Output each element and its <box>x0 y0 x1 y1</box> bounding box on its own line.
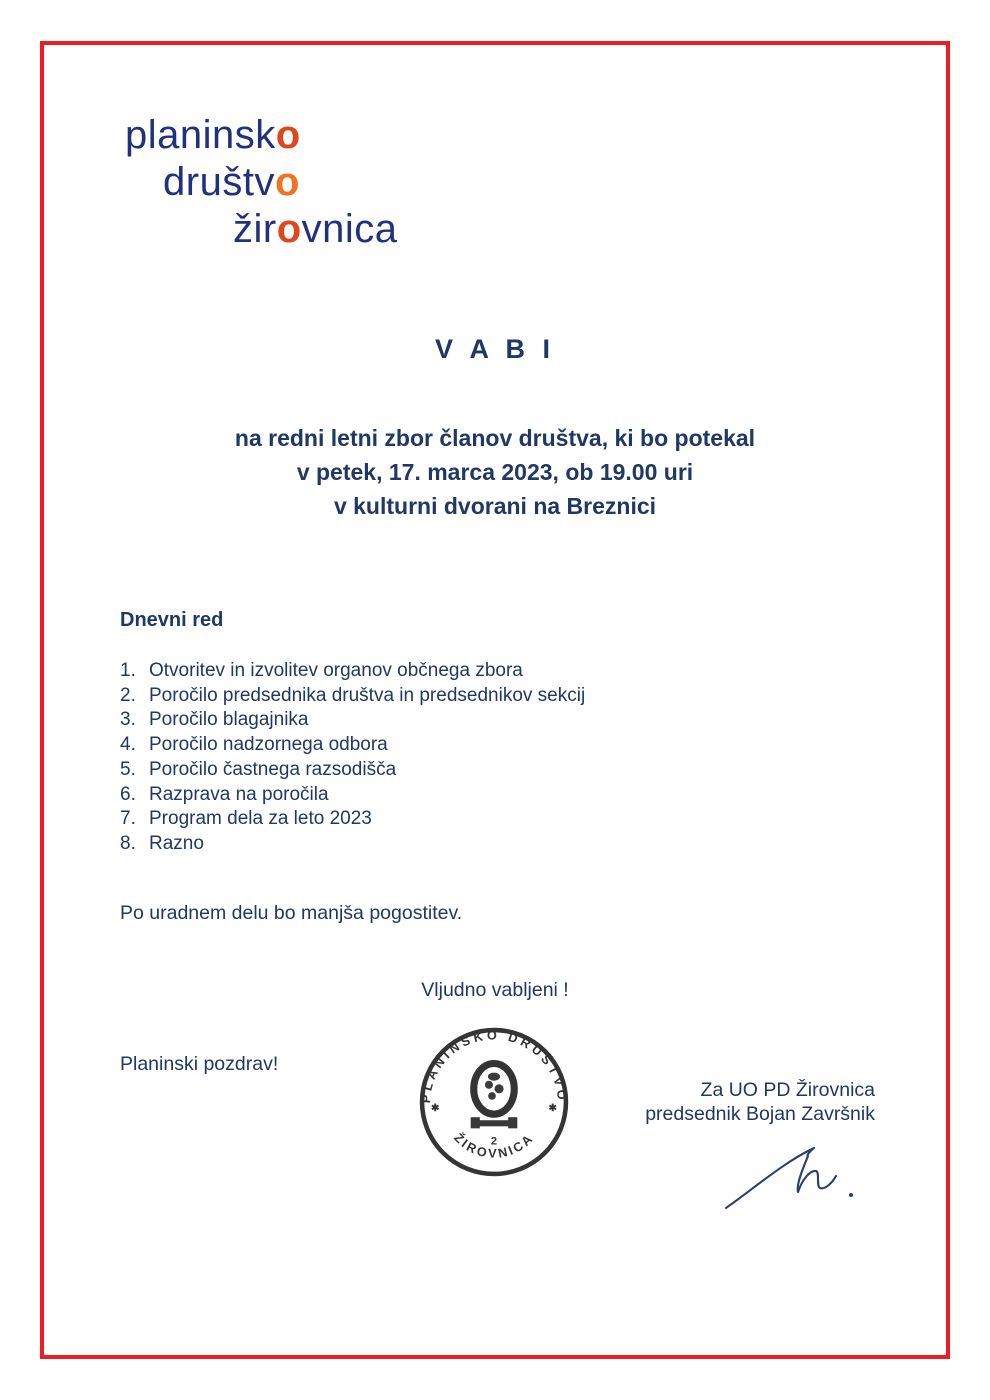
logo-accent-o: o <box>276 207 302 251</box>
agenda-item-text: Razno <box>149 832 204 854</box>
agenda-item-number: 8. <box>120 832 136 854</box>
invitation-closing: Vljudno vabljeni ! <box>421 979 569 1001</box>
after-official-note: Po uradnem delu bo manjša pogostitev. <box>120 902 463 924</box>
agenda-item-text: Poročilo nadzornega odbora <box>149 734 388 756</box>
agenda-item <box>120 807 585 832</box>
agenda-item-text: Poročilo blagajnika <box>149 709 309 731</box>
agenda-item-number: 6. <box>120 783 136 805</box>
agenda-list <box>120 659 585 857</box>
agenda-item-text: Poročilo častnega razsodišča <box>149 758 397 780</box>
intro-line-3: v kulturni dvorani na Breznici <box>333 493 657 519</box>
stamp-top-text: PLANINSKO DRUŠTVO <box>418 1028 570 1104</box>
agenda-heading: Dnevni red <box>120 609 224 631</box>
agenda-item-number: 2. <box>120 684 136 706</box>
logo-accent-o: o <box>274 160 300 204</box>
agenda-item-number: 1. <box>120 660 136 681</box>
agenda-item <box>120 832 585 857</box>
logo-text: žir <box>233 207 277 251</box>
document-title: V A B I <box>434 334 555 364</box>
agenda-item-number: 7. <box>120 808 136 830</box>
agenda-item-text: Poročilo predsednika društva in predsednikov sekcij <box>149 684 586 706</box>
agenda-item-number: 5. <box>120 758 136 780</box>
signer-name: predsednik Bojan Završnik <box>645 1103 875 1125</box>
logo-text: vnica <box>301 207 398 251</box>
logo-line-zirovnica <box>233 206 398 253</box>
stamp-bottom-text: ŽIROVNICA <box>451 1130 537 1161</box>
stamp-star-right-icon: ✱ <box>548 1103 558 1115</box>
club-stamp-icon <box>418 1026 570 1178</box>
agenda-item <box>120 783 585 808</box>
invitation-intro <box>0 421 990 523</box>
stamp-number: 2 <box>490 1135 498 1148</box>
agenda-item-number: 3. <box>120 709 136 731</box>
logo-text: društv <box>163 160 275 204</box>
signer-organization: Za UO PD Žirovnica <box>700 1079 875 1101</box>
intro-line-1: na redni letni zbor članov društva, ki bo potekal <box>234 425 756 451</box>
agenda-item <box>120 659 585 684</box>
logo-line-planinsko <box>125 112 398 159</box>
logo-line-drustvo <box>163 159 398 206</box>
signature-icon <box>718 1140 893 1222</box>
agenda-item-text: Program dela za leto 2023 <box>149 808 372 830</box>
agenda-item <box>120 684 585 709</box>
agenda-item <box>120 708 585 733</box>
stamp-emblem-icon <box>471 1063 518 1128</box>
club-logo <box>125 112 398 253</box>
logo-accent-o: o <box>275 113 301 157</box>
intro-line-2: v petek, 17. marca 2023, ob 19.00 uri <box>296 459 694 485</box>
logo-text: planinsk <box>125 113 276 157</box>
greeting-text: Planinski pozdrav! <box>120 1053 279 1075</box>
agenda-item-number: 4. <box>120 734 136 756</box>
stamp-star-left-icon: ✱ <box>430 1103 440 1115</box>
agenda-item-text: Otvoritev in izvolitev organov občnega zbora <box>149 660 523 681</box>
agenda-item <box>120 758 585 783</box>
agenda-item <box>120 733 585 758</box>
agenda-item-text: Razprava na poročila <box>149 783 329 805</box>
signer-block <box>645 1078 875 1126</box>
